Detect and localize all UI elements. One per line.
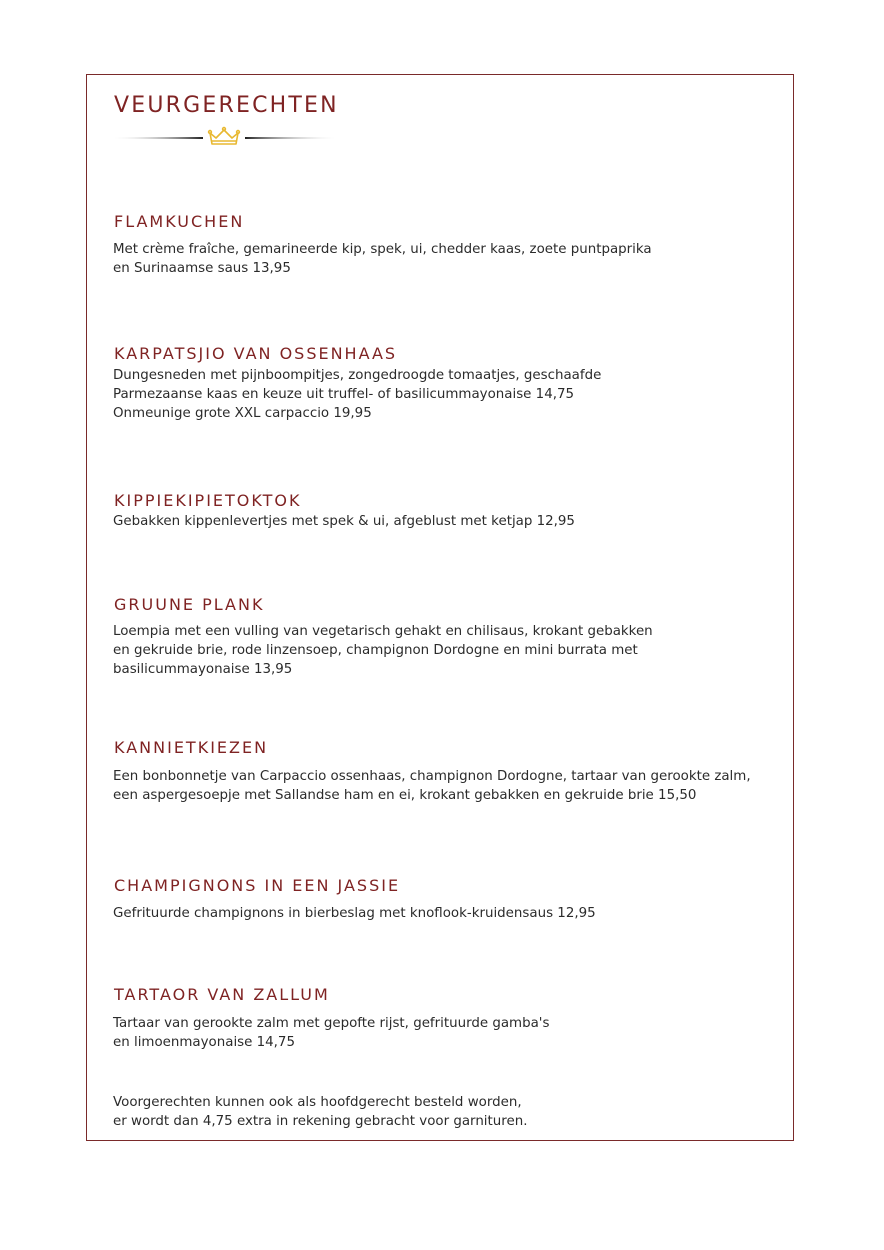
section-desc-kippiekipietoktok	[113, 512, 575, 531]
section-title-kippiekipietoktok: KIPPIEKIPIETOKTOK	[114, 491, 302, 510]
section-desc-flamkuchen	[113, 240, 652, 278]
desc-line: Dungesneden met pijnboompitjes, zongedroogde tomaatjes, geschaafde	[113, 368, 602, 383]
desc-line: basilicummayonaise 13,95	[113, 662, 293, 677]
desc-line: Met crème fraîche, gemarineerde kip, spek, ui, chedder kaas, zoete puntpaprika	[113, 242, 652, 257]
section-desc-kannietkiezen	[113, 767, 751, 805]
desc-line: Tartaar van gerookte zalm met gepofte rijst, gefrituurde gamba's	[113, 1016, 550, 1031]
divider-line-right	[245, 137, 335, 139]
footer-note	[113, 1093, 527, 1131]
desc-line: Gebakken kippenlevertjes met spek & ui, afgeblust met ketjap 12,95	[113, 514, 575, 529]
section-desc-karpatsjio	[113, 366, 601, 423]
section-desc-champignons	[113, 904, 596, 923]
section-title-karpatsjio: KARPATSJIO VAN OSSENHAAS	[114, 344, 398, 363]
section-title-champignons: CHAMPIGNONS IN EEN JASSIE	[114, 876, 401, 895]
section-desc-tartaor	[113, 1014, 549, 1052]
page-title: VEURGERECHTEN	[114, 93, 339, 118]
title-divider	[113, 125, 335, 149]
desc-line: een aspergesoepje met Sallandse ham en ei, krokant gebakken en gekruide brie 15,50	[113, 788, 697, 803]
desc-line: Onmeunige grote XXL carpaccio 19,95	[113, 406, 372, 421]
section-title-kannietkiezen: KANNIETKIEZEN	[114, 738, 269, 757]
section-title-gruune-plank: GRUUNE PLANK	[114, 595, 265, 614]
section-title-flamkuchen: FLAMKUCHEN	[114, 212, 245, 231]
crown-icon	[209, 128, 240, 144]
desc-line: Een bonbonnetje van Carpaccio ossenhaas, champignon Dordogne, tartaar van gerookte zalm,	[113, 769, 751, 784]
desc-line: Gefrituurde champignons in bierbeslag met knoflook-kruidensaus 12,95	[113, 906, 596, 921]
desc-line: en gekruide brie, rode linzensoep, champignon Dordogne en mini burrata met	[113, 643, 638, 658]
section-desc-gruune-plank	[113, 622, 653, 679]
desc-line: Parmezaanse kaas en keuze uit truffel- of basilicummayonaise 14,75	[113, 387, 575, 402]
desc-line: en Surinaamse saus 13,95	[113, 261, 291, 276]
section-title-tartaor: TARTAOR VAN ZALLUM	[114, 985, 330, 1004]
desc-line: Loempia met een vulling van vegetarisch gehakt en chilisaus, krokant gebakken	[113, 624, 653, 639]
divider-line-left	[113, 137, 203, 139]
desc-line: en limoenmayonaise 14,75	[113, 1035, 295, 1050]
footer-line: er wordt dan 4,75 extra in rekening gebracht voor garnituren.	[113, 1114, 528, 1129]
footer-line: Voorgerechten kunnen ook als hoofdgerecht besteld worden,	[113, 1095, 522, 1110]
